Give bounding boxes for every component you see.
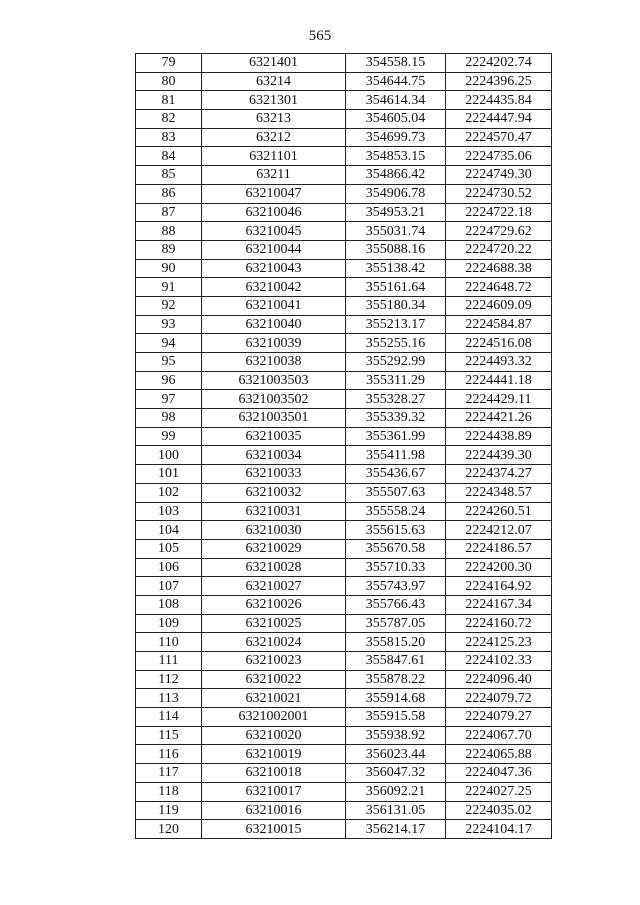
y-coordinate-cell: 2224102.33 (446, 652, 552, 671)
x-coordinate-cell: 354699.73 (346, 128, 446, 147)
y-coordinate-cell: 2224212.07 (446, 521, 552, 540)
point-code-cell: 63210030 (202, 521, 346, 540)
point-number-cell: 95 (136, 353, 202, 372)
y-coordinate-cell: 2224079.72 (446, 689, 552, 708)
y-coordinate-cell: 2224421.26 (446, 409, 552, 428)
x-coordinate-cell: 356214.17 (346, 820, 446, 839)
table-row (136, 427, 552, 446)
x-coordinate-cell: 355787.05 (346, 614, 446, 633)
y-coordinate-cell: 2224186.57 (446, 539, 552, 558)
point-code-cell: 63210026 (202, 595, 346, 614)
point-number-cell: 113 (136, 689, 202, 708)
x-coordinate-cell: 355615.63 (346, 521, 446, 540)
y-coordinate-cell: 2224348.57 (446, 483, 552, 502)
table-row (136, 801, 552, 820)
point-code-cell: 63210038 (202, 353, 346, 372)
point-number-cell: 111 (136, 652, 202, 671)
point-code-cell: 63210047 (202, 184, 346, 203)
point-number-cell: 116 (136, 745, 202, 764)
point-number-cell: 92 (136, 296, 202, 315)
point-code-cell: 63210028 (202, 558, 346, 577)
point-code-cell: 6321003503 (202, 371, 346, 390)
point-number-cell: 81 (136, 91, 202, 110)
table-row (136, 259, 552, 278)
table-row (136, 521, 552, 540)
page-number: 565 (308, 28, 332, 44)
point-number-cell: 89 (136, 240, 202, 259)
point-number-cell: 99 (136, 427, 202, 446)
table-row (136, 764, 552, 783)
point-code-cell: 63214 (202, 72, 346, 91)
x-coordinate-cell: 356047.32 (346, 764, 446, 783)
x-coordinate-cell: 355436.67 (346, 465, 446, 484)
point-number-cell: 112 (136, 670, 202, 689)
table-row (136, 465, 552, 484)
x-coordinate-cell: 354558.15 (346, 54, 446, 73)
table-row (136, 371, 552, 390)
x-coordinate-cell: 354644.75 (346, 72, 446, 91)
point-number-cell: 115 (136, 726, 202, 745)
x-coordinate-cell: 355815.20 (346, 633, 446, 652)
table-row (136, 726, 552, 745)
table-row (136, 147, 552, 166)
point-code-cell: 63210046 (202, 203, 346, 222)
table-row (136, 782, 552, 801)
x-coordinate-cell: 355743.97 (346, 577, 446, 596)
point-code-cell: 63210044 (202, 240, 346, 259)
point-code-cell: 63210045 (202, 222, 346, 241)
x-coordinate-cell: 355914.68 (346, 689, 446, 708)
point-code-cell: 63210032 (202, 483, 346, 502)
y-coordinate-cell: 2224749.30 (446, 166, 552, 185)
point-number-cell: 117 (136, 764, 202, 783)
x-coordinate-cell: 355766.43 (346, 595, 446, 614)
table-row (136, 502, 552, 521)
point-number-cell: 90 (136, 259, 202, 278)
point-number-cell: 85 (136, 166, 202, 185)
table-row (136, 577, 552, 596)
point-number-cell: 105 (136, 539, 202, 558)
table-row (136, 334, 552, 353)
point-number-cell: 98 (136, 409, 202, 428)
y-coordinate-cell: 2224730.52 (446, 184, 552, 203)
x-coordinate-cell: 355361.99 (346, 427, 446, 446)
point-code-cell: 6321003502 (202, 390, 346, 409)
y-coordinate-cell: 2224648.72 (446, 278, 552, 297)
point-code-cell: 6321301 (202, 91, 346, 110)
table-row (136, 820, 552, 839)
table-row (136, 353, 552, 372)
point-code-cell: 63210031 (202, 502, 346, 521)
x-coordinate-cell: 354866.42 (346, 166, 446, 185)
y-coordinate-cell: 2224396.25 (446, 72, 552, 91)
point-code-cell: 63210023 (202, 652, 346, 671)
y-coordinate-cell: 2224374.27 (446, 465, 552, 484)
y-coordinate-cell: 2224722.18 (446, 203, 552, 222)
y-coordinate-cell: 2224584.87 (446, 315, 552, 334)
y-coordinate-cell: 2224688.38 (446, 259, 552, 278)
x-coordinate-cell: 354614.34 (346, 91, 446, 110)
point-number-cell: 114 (136, 708, 202, 727)
point-number-cell: 97 (136, 390, 202, 409)
point-number-cell: 120 (136, 820, 202, 839)
table-row (136, 539, 552, 558)
y-coordinate-cell: 2224065.88 (446, 745, 552, 764)
table-row (136, 296, 552, 315)
point-code-cell: 63210020 (202, 726, 346, 745)
point-number-cell: 83 (136, 128, 202, 147)
point-code-cell: 63210034 (202, 446, 346, 465)
y-coordinate-cell: 2224027.25 (446, 782, 552, 801)
y-coordinate-cell: 2224735.06 (446, 147, 552, 166)
y-coordinate-cell: 2224435.84 (446, 91, 552, 110)
y-coordinate-cell: 2224439.30 (446, 446, 552, 465)
table-row (136, 652, 552, 671)
point-number-cell: 96 (136, 371, 202, 390)
x-coordinate-cell: 355292.99 (346, 353, 446, 372)
x-coordinate-cell: 355878.22 (346, 670, 446, 689)
x-coordinate-cell: 354953.21 (346, 203, 446, 222)
y-coordinate-cell: 2224067.70 (446, 726, 552, 745)
x-coordinate-cell: 356023.44 (346, 745, 446, 764)
point-code-cell: 63211 (202, 166, 346, 185)
point-number-cell: 106 (136, 558, 202, 577)
table-row (136, 708, 552, 727)
y-coordinate-cell: 2224096.40 (446, 670, 552, 689)
point-code-cell: 63210019 (202, 745, 346, 764)
x-coordinate-cell: 355138.42 (346, 259, 446, 278)
y-coordinate-cell: 2224729.62 (446, 222, 552, 241)
x-coordinate-cell: 355847.61 (346, 652, 446, 671)
y-coordinate-cell: 2224720.22 (446, 240, 552, 259)
point-code-cell: 6321002001 (202, 708, 346, 727)
point-code-cell: 63210039 (202, 334, 346, 353)
x-coordinate-cell: 355507.63 (346, 483, 446, 502)
point-number-cell: 79 (136, 54, 202, 73)
table-row (136, 670, 552, 689)
table-row (136, 409, 552, 428)
x-coordinate-cell: 354906.78 (346, 184, 446, 203)
point-number-cell: 100 (136, 446, 202, 465)
table-row (136, 166, 552, 185)
point-code-cell: 6321101 (202, 147, 346, 166)
coordinate-table-body (136, 54, 552, 839)
y-coordinate-cell: 2224200.30 (446, 558, 552, 577)
x-coordinate-cell: 354605.04 (346, 110, 446, 129)
point-number-cell: 103 (136, 502, 202, 521)
point-code-cell: 63210016 (202, 801, 346, 820)
y-coordinate-cell: 2224447.94 (446, 110, 552, 129)
table-row (136, 110, 552, 129)
table-row (136, 222, 552, 241)
table-row (136, 315, 552, 334)
x-coordinate-cell: 355411.98 (346, 446, 446, 465)
point-code-cell: 6321401 (202, 54, 346, 73)
point-code-cell: 63212 (202, 128, 346, 147)
point-code-cell: 63210024 (202, 633, 346, 652)
point-number-cell: 93 (136, 315, 202, 334)
x-coordinate-cell: 355670.58 (346, 539, 446, 558)
y-coordinate-cell: 2224202.74 (446, 54, 552, 73)
point-code-cell: 63210029 (202, 539, 346, 558)
y-coordinate-cell: 2224160.72 (446, 614, 552, 633)
y-coordinate-cell: 2224079.27 (446, 708, 552, 727)
point-code-cell: 63210018 (202, 764, 346, 783)
point-code-cell: 63210040 (202, 315, 346, 334)
table-row (136, 203, 552, 222)
y-coordinate-cell: 2224516.08 (446, 334, 552, 353)
y-coordinate-cell: 2224260.51 (446, 502, 552, 521)
table-row (136, 614, 552, 633)
y-coordinate-cell: 2224164.92 (446, 577, 552, 596)
y-coordinate-cell: 2224125.23 (446, 633, 552, 652)
point-code-cell: 63210017 (202, 782, 346, 801)
point-code-cell: 63210021 (202, 689, 346, 708)
x-coordinate-cell: 355213.17 (346, 315, 446, 334)
point-number-cell: 107 (136, 577, 202, 596)
table-row (136, 390, 552, 409)
table-row (136, 72, 552, 91)
y-coordinate-cell: 2224167.34 (446, 595, 552, 614)
point-number-cell: 80 (136, 72, 202, 91)
y-coordinate-cell: 2224438.89 (446, 427, 552, 446)
y-coordinate-cell: 2224609.09 (446, 296, 552, 315)
point-number-cell: 118 (136, 782, 202, 801)
point-number-cell: 110 (136, 633, 202, 652)
point-number-cell: 86 (136, 184, 202, 203)
table-row (136, 633, 552, 652)
point-code-cell: 63210015 (202, 820, 346, 839)
table-row (136, 184, 552, 203)
point-code-cell: 63210033 (202, 465, 346, 484)
point-code-cell: 63210022 (202, 670, 346, 689)
y-coordinate-cell: 2224441.18 (446, 371, 552, 390)
point-number-cell: 108 (136, 595, 202, 614)
x-coordinate-cell: 355031.74 (346, 222, 446, 241)
y-coordinate-cell: 2224104.17 (446, 820, 552, 839)
table-row (136, 595, 552, 614)
x-coordinate-cell: 355339.32 (346, 409, 446, 428)
table-row (136, 483, 552, 502)
point-number-cell: 82 (136, 110, 202, 129)
x-coordinate-cell: 355558.24 (346, 502, 446, 521)
coordinate-table (135, 53, 552, 839)
point-code-cell: 63210035 (202, 427, 346, 446)
x-coordinate-cell: 355180.34 (346, 296, 446, 315)
point-number-cell: 87 (136, 203, 202, 222)
point-code-cell: 63210042 (202, 278, 346, 297)
table-row (136, 91, 552, 110)
x-coordinate-cell: 355255.16 (346, 334, 446, 353)
point-number-cell: 101 (136, 465, 202, 484)
table-row (136, 446, 552, 465)
y-coordinate-cell: 2224429.11 (446, 390, 552, 409)
x-coordinate-cell: 355938.92 (346, 726, 446, 745)
table-row (136, 128, 552, 147)
point-number-cell: 109 (136, 614, 202, 633)
x-coordinate-cell: 355328.27 (346, 390, 446, 409)
x-coordinate-cell: 354853.15 (346, 147, 446, 166)
point-code-cell: 63210025 (202, 614, 346, 633)
table-row (136, 558, 552, 577)
table-row (136, 54, 552, 73)
point-number-cell: 84 (136, 147, 202, 166)
y-coordinate-cell: 2224047.36 (446, 764, 552, 783)
y-coordinate-cell: 2224493.32 (446, 353, 552, 372)
point-number-cell: 102 (136, 483, 202, 502)
point-code-cell: 63210043 (202, 259, 346, 278)
x-coordinate-cell: 355710.33 (346, 558, 446, 577)
table-row (136, 278, 552, 297)
x-coordinate-cell: 355311.29 (346, 371, 446, 390)
table-row (136, 240, 552, 259)
point-number-cell: 91 (136, 278, 202, 297)
point-code-cell: 63213 (202, 110, 346, 129)
x-coordinate-cell: 355161.64 (346, 278, 446, 297)
x-coordinate-cell: 356092.21 (346, 782, 446, 801)
x-coordinate-cell: 355915.58 (346, 708, 446, 727)
table-row (136, 745, 552, 764)
point-number-cell: 94 (136, 334, 202, 353)
y-coordinate-cell: 2224570.47 (446, 128, 552, 147)
point-number-cell: 104 (136, 521, 202, 540)
x-coordinate-cell: 355088.16 (346, 240, 446, 259)
point-code-cell: 63210041 (202, 296, 346, 315)
point-code-cell: 63210027 (202, 577, 346, 596)
point-number-cell: 119 (136, 801, 202, 820)
point-number-cell: 88 (136, 222, 202, 241)
point-code-cell: 6321003501 (202, 409, 346, 428)
table-row (136, 689, 552, 708)
y-coordinate-cell: 2224035.02 (446, 801, 552, 820)
x-coordinate-cell: 356131.05 (346, 801, 446, 820)
